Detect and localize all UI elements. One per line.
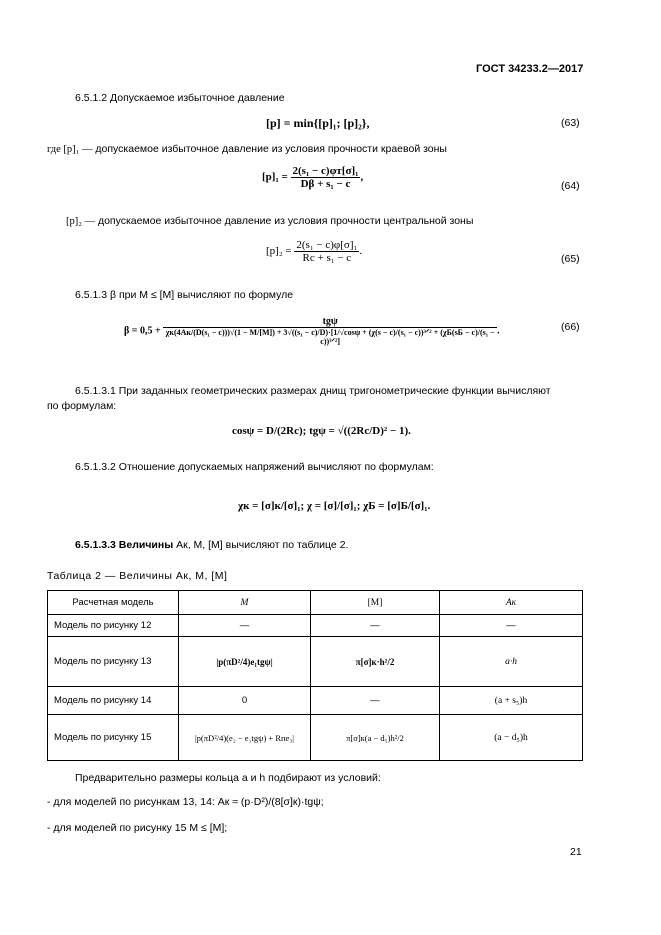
paragraph-6-5-1-3-1-line1: 6.5.1.3.1 При заданных геометрических размерах днищ тригонометрические функции вычисляют <box>75 385 551 397</box>
equation-number-63: (63) <box>561 117 580 129</box>
table-row <box>48 615 583 637</box>
table-header-cell: Расчетная модель <box>48 591 179 615</box>
eq65-numerator: 2(s₁ − c)φ[σ]₁ <box>296 239 358 251</box>
page-number: 21 <box>570 846 582 858</box>
eq64-numerator: 2(s₁ − c)φт[σ]₁ <box>292 165 359 177</box>
table-cell: |p(πD²/4)e₁tgψ| <box>179 637 311 687</box>
table-cell: Модель по рисунку 13 <box>48 637 179 687</box>
table-header-cell: M <box>179 591 311 615</box>
paragraph-6-5-1-3-2: 6.5.1.3.2 Отношение допускаемых напряжений вычисляют по формулам: <box>75 461 434 473</box>
table-2-caption: Таблица 2 — Величины Aк, M, [M] <box>47 570 228 582</box>
table-cell: π[σ]к·h²/2 <box>311 637 440 687</box>
where-p1-definition <box>47 143 447 155</box>
equation-number-64: (64) <box>561 180 580 192</box>
equation-trig: cosψ = D/(2Rc); tgψ = √((2Rc/D)² − 1). <box>232 425 411 437</box>
where-p2-definition <box>66 215 473 227</box>
after-table-line2: - для моделей по рисункам 13, 14: Aк ≈ (p·D²)/(8[σ]к)·tgψ; <box>47 796 324 808</box>
equation-63: [p] = min{[p]₁; [p]₂}, <box>266 116 370 130</box>
table-cell: — <box>311 615 440 637</box>
equation-64 <box>262 165 363 190</box>
eq66-denominator: χк(4Aк/(D(s₁ − c)))√(1 − M/[M]) + 3√((s₁ − c)/D)·[1/√cosψ + (χ(s − c)/(s₁ − c))³ᐟ² + (χБ(sБ − c)/(s₁ − c))³ᐟ²] <box>165 328 495 346</box>
where-p2-symbol: [p]₂ — <box>66 216 96 227</box>
table-header-cell: Aк <box>440 591 583 615</box>
table-cell: 0 <box>179 687 311 715</box>
table-2 <box>47 590 583 761</box>
paragraph-6-5-1-3-3 <box>75 539 348 551</box>
table-header-row <box>48 591 583 615</box>
table-row <box>48 687 583 715</box>
table-cell: — <box>311 687 440 715</box>
table-cell: (a + s₅)h <box>440 687 583 715</box>
eq65-tail: . <box>359 245 363 258</box>
equation-65 <box>266 239 362 264</box>
table-row <box>48 637 583 687</box>
equation-66 <box>124 316 500 346</box>
equation-number-65: (65) <box>561 253 580 265</box>
eq66-numerator: tgψ <box>163 316 497 328</box>
where-p2-text: допускаемое избыточное давление из условия прочности центральной зоны <box>97 215 474 227</box>
after-table-line1: Предварительно размеры кольца a и h подбирают из условий: <box>75 772 381 784</box>
paragraph-6-5-1-3-1-line2: по формулам: <box>47 400 117 412</box>
paragraph-6-5-1-3-3-text: Aк, M, [M] вычисляют по таблице 2. <box>176 539 349 551</box>
equation-number-66: (66) <box>561 321 580 333</box>
table-cell: π[σ]к(a − d₅)h²/2 <box>311 715 440 761</box>
eq65-denominator: Rc + s₁ − c <box>302 252 352 264</box>
table-cell: — <box>440 615 583 637</box>
eq64-tail: , <box>360 171 364 184</box>
standard-header: ГОСТ 34233.2—2017 <box>476 63 584 75</box>
table-cell: (a − d₅)h <box>440 715 583 761</box>
paragraph-6-5-1-3: 6.5.1.3 β при M ≤ [M] вычисляют по формуле <box>75 289 294 301</box>
equation-chi: χк = [σ]к/[σ]₁; χ = [σ]/[σ]₁; χБ = [σ]Б/[σ]₁. <box>238 500 431 512</box>
table-cell: Модель по рисунку 15 <box>48 715 179 761</box>
paragraph-6-5-1-2: 6.5.1.2 Допускаемое избыточное давление <box>75 92 285 104</box>
where-p1-symbol: где [p]₁ — <box>47 144 93 155</box>
eq66-tail: . <box>497 325 500 337</box>
eq64-lhs: [p]₁ = <box>262 171 288 184</box>
paragraph-6-5-1-3-3-bold: 6.5.1.3.3 Величины <box>75 539 174 551</box>
eq66-lhs: β = 0,5 + <box>124 325 161 337</box>
table-cell: |p(πD²/4)(e₂ − e₁tgψ) + Rпe₃| <box>179 715 311 761</box>
after-table-line3: - для моделей по рисунку 15 M ≤ [M]; <box>47 822 228 834</box>
table-cell: Модель по рисунку 12 <box>48 615 179 637</box>
eq65-lhs: [p]₂ = <box>266 245 292 258</box>
table-header-cell: [M] <box>311 591 440 615</box>
table-row <box>48 715 583 761</box>
table-cell: Модель по рисунку 14 <box>48 687 179 715</box>
where-p1-text: допускаемое избыточное давление из условия прочности краевой зоны <box>95 143 447 155</box>
table-cell: — <box>179 615 311 637</box>
eq64-denominator: Dβ + s₁ − c <box>300 178 351 190</box>
table-cell: a·h <box>440 637 583 687</box>
